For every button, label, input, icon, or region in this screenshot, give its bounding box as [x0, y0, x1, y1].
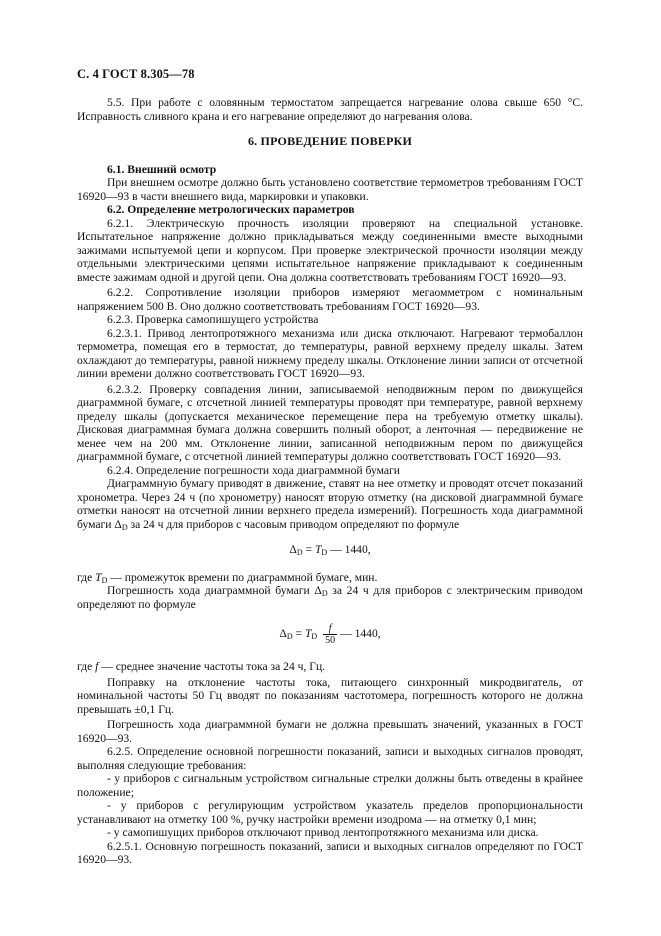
- paragraph-6-1: При внешнем осмотре должно быть установлено соответствие термометров требованиям ГОСТ 16920—93 в части внешнего вида, маркировки и упаковки.: [77, 176, 583, 203]
- fraction-numerator: f: [323, 623, 337, 635]
- formula2-t: T: [304, 627, 312, 641]
- list-item: - у приборов с регулирующим устройством указатель пределов пропорциональности устанавливают на отметку 100 %, ручку настройки времени изодрома — на отметку 0,1 мин;: [77, 799, 583, 826]
- where-f-definition: [77, 660, 583, 674]
- heading-6-1: 6.1. Внешний осмотр: [107, 162, 217, 176]
- electric-text-main: Погрешность хода диаграммной бумаги Δ: [107, 584, 322, 597]
- fraction-denominator: 50: [325, 635, 336, 646]
- where-t-definition: [77, 571, 583, 585]
- electric-delta-sub: D: [321, 589, 328, 598]
- heading-6-2: 6.2. Определение метрологических параметров: [107, 203, 355, 216]
- formula-t: T: [314, 543, 322, 556]
- paragraph-6-2-1: 6.2.1. Электрическую прочность изоляции проверяют на специальной установке. Испытательное напряжение должно прикладываться между соединенными вместе выходными зажимами испытуемой цепи и корпусом. При проверке электрической прочности изоляции между отдельными электрическими цепями испытательное напряжение прикладывают к соединенным вместе зажимам одной и другой цепи. Она должна соответствовать требованиям ГОСТ 16920—93.: [77, 216, 583, 284]
- where-t-sub: D: [101, 575, 108, 585]
- paragraph-6-2-4: 6.2.4. Определение погрешности хода диаграммной бумаги: [107, 463, 400, 477]
- formula-lhs: Δ: [289, 543, 297, 556]
- formula2-lhs-sub: D: [286, 632, 293, 642]
- paragraph-6-2-3-2: 6.2.3.2. Проверку совпадения линии, записываемой неподвижным пером по движущейся диаграммной бумаге, с отсчетной линией температуры проводят при температуре, равной верхнему пределу шкалы (допускается механическое перемещение пера на требуемую отметку шкалы). Дисковая диаграммная бумага должна совершить полный оборот, а ленточная — передвижение не менее чем на 200 мм. Отклонение линии, записанной неподвижным пером по движущейся диаграммной бумаге, с отсчетной линией температуры должно соответствовать ГОСТ 16920—93.: [77, 382, 583, 463]
- paragraph-limit: Погрешность хода диаграммной бумаги не должна превышать значений, указанных в ГОСТ 16920—93.: [77, 718, 583, 745]
- paragraph-6-2-4-text: [77, 477, 583, 531]
- formula2-eq: =: [292, 627, 305, 641]
- formula-clock-drive: [77, 543, 583, 557]
- paragraph-6-2-4-text-main: Диаграммную бумагу приводят в движение, ставят на нее отметку и проводят отсчет показаний хронометра. Через 24 ч (по хронометру) наносят вторую отметку (на дисковой диаграммной бумаге отметки наносят на отсчетной линии верхнего предела измерений). Погрешность хода диаграммной бумаги Δ: [77, 477, 583, 531]
- formula-lhs-sub: D: [296, 548, 303, 557]
- paragraph-6-2-3-1: 6.2.3.1. Привод лентопротяжного механизма или диска отключают. Нагревают термобаллон термометра, помещая его в термостат, до температуры, равной верхнему пределу шкалы. Затем охлаждают до температуры, равной нижнему пределу шкалы. Отклонение линии записи от отсчетной линии времени должно соответствовать ГОСТ 16920—93.: [77, 326, 583, 380]
- paragraph-electric-drive: [77, 584, 583, 611]
- where2-prefix: где: [77, 660, 96, 673]
- formula-eq: =: [302, 543, 315, 556]
- formula-t-sub: D: [321, 548, 328, 557]
- delta-subscript: D: [121, 522, 128, 532]
- where-f-symbol: f: [95, 660, 99, 673]
- paragraph-6-2-2: 6.2.2. Сопротивление изоляции приборов измеряют мегаомметром с номинальным напряжением 500 В. Оно должно соответствовать требованиям ГОСТ 16920—93.: [77, 286, 583, 313]
- formula2-lhs: Δ: [279, 627, 287, 641]
- paragraph-6-2-5-1: 6.2.5.1. Основную погрешность показаний, записи и выходных сигналов определяют по ГОСТ 16920—93.: [77, 839, 583, 866]
- paragraph-6-2-3: 6.2.3. Проверка самопишущего устройства: [107, 313, 319, 326]
- electric-text-tail: за 24 ч для приборов с электрическим приводом определяют по формуле: [77, 584, 583, 611]
- where-t-text: — промежуток времени по диаграммной бумаге, мин.: [107, 570, 378, 584]
- section-title: 6. ПРОВЕДЕНИЕ ПОВЕРКИ: [247, 134, 413, 148]
- formula-rest: — 1440,: [327, 543, 371, 556]
- where-f-text: — среднее значение частоты тока за 24 ч, Гц.: [98, 660, 326, 673]
- page-header: С. 4 ГОСТ 8.305—78: [77, 67, 195, 81]
- where-t-symbol: T: [95, 570, 102, 584]
- formula2-rest: — 1440,: [340, 627, 381, 641]
- paragraph-frequency-correction: Поправку на отклонение частоты тока, питающего синхронный микродвигатель, от номинальной частоты 50 Гц вводят по показаниям частотомера, погрешность которого не должна превышать ±0,1 Гц.: [77, 675, 583, 716]
- formula2-t-sub: D: [311, 632, 318, 642]
- paragraph-6-2-5: 6.2.5. Определение основной погрешности показаний, записи и выходных сигналов проводят, выполняя следующие требования:: [77, 745, 583, 772]
- paragraph-6-2-4-text-tail: за 24 ч для приборов с часовым приводом определяют по формуле: [127, 517, 460, 531]
- formula-electric-drive: [77, 623, 583, 646]
- list-item: - у приборов с сигнальным устройством сигнальные стрелки должны быть отведены в крайнее положение;: [77, 772, 583, 799]
- formula2-fraction: [323, 623, 337, 646]
- list-item: - у самопишущих приборов отключают привод лентопротяжного механизма или диска.: [107, 826, 539, 839]
- where-prefix: где: [77, 570, 96, 584]
- paragraph-5-5: 5.5. При работе с оловянным термостатом запрещается нагревание олова свыше 650 °С. Исправность сливного крана и его нагревание определяют до нагревания олова.: [77, 96, 583, 123]
- page-content: [77, 96, 583, 867]
